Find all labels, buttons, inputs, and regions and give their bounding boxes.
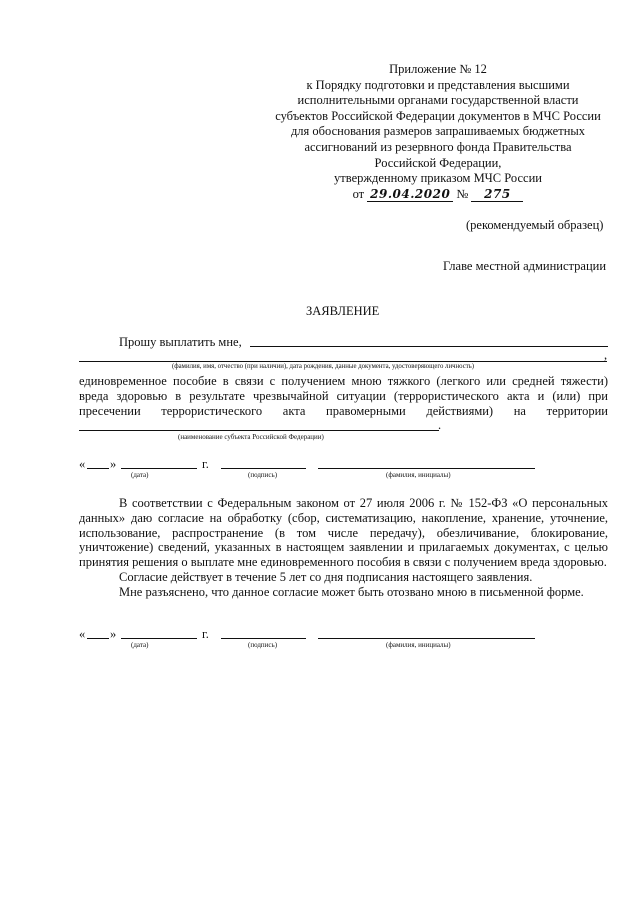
number-prefix: № [456, 186, 469, 201]
appendix-header [268, 62, 608, 202]
appendix-line: Приложение № 12 [389, 62, 487, 76]
name-initials-field-line[interactable] [318, 638, 535, 639]
region-field-line[interactable] [79, 430, 439, 431]
recommended-sample-note: (рекомендуемый образец) [466, 218, 604, 232]
year-suffix: г. [202, 627, 209, 641]
caption-name: (фамилия, инициалы) [386, 471, 451, 479]
month-field-line[interactable] [121, 638, 197, 639]
caption-person: (фамилия, имя, отчество (при наличии), дата рождения, данные документа, удостоверяющего личность) [172, 363, 475, 370]
consent-paragraph-2: Согласие действует в течение 5 лет со дня подписания настоящего заявления. [119, 569, 533, 584]
caption-date: (дата) [131, 471, 149, 479]
order-number-handwritten: 275 [471, 188, 523, 202]
applicant-details-field-line[interactable] [79, 361, 607, 362]
appendix-line: для обоснования размеров запрашиваемых бюджетных [290, 124, 586, 139]
appendix-line: утвержденному приказом МЧС России [334, 171, 542, 186]
caption-region: (наименование субъекта Российской Федерации) [178, 433, 324, 441]
appendix-line: исполнительными органами государственной власти [297, 93, 579, 108]
appendix-line: к Порядку подготовки и представления высшими [306, 77, 570, 92]
comma: , [604, 348, 608, 362]
consent-paragraph-1: В соответствии с Федеральным законом от 27 июля 2006 г. № 152-ФЗ «О персональных данных» даю согласие на обработку (сбор, систематизацию, накопление, хранение, уточнение, использование, распространение (в том числе передачу), обезличивание, блокирование, уничтожение) сведений, указанных в настоящем заявлении и прилагаемых документах, с целью принятия решения о выплате мне единовременного пособия в связи с получением вреда здоровью. [79, 496, 608, 570]
day-field-line[interactable] [87, 638, 109, 639]
appendix-line: субъектов Российской Федерации документов в МЧС России [275, 108, 601, 123]
order-date-handwritten: 29.04.2020 [367, 188, 453, 202]
signature-field-line[interactable] [221, 638, 306, 639]
appendix-line: Российской Федерации, [374, 155, 502, 170]
caption-date: (дата) [131, 641, 149, 649]
quote-open: « [79, 627, 86, 641]
quote-close: » [110, 627, 117, 641]
caption-name: (фамилия, инициалы) [386, 641, 451, 649]
day-field-line[interactable] [87, 468, 109, 469]
year-suffix: г. [202, 457, 209, 471]
request-line-1: единовременное пособие в связи с получением мною тяжкого (легкого или средней тяжести) [79, 374, 608, 388]
request-lead: Прошу выплатить мне, [119, 335, 242, 349]
quote-open: « [79, 457, 86, 471]
appendix-line: ассигнований из резервного фонда Правительства [304, 139, 572, 154]
addressee: Главе местной администрации [443, 259, 607, 273]
applicant-name-field-line[interactable] [250, 346, 608, 347]
quote-close: » [110, 457, 117, 471]
request-line-2: вреда здоровью в результате чрезвычайной ситуации (террористического акта и (или) при [79, 388, 608, 403]
date-prefix: от [352, 186, 365, 201]
signature-field-line[interactable] [221, 468, 306, 469]
month-field-line[interactable] [121, 468, 197, 469]
document-title: ЗАЯВЛЕНИЕ [306, 304, 380, 318]
request-body [79, 374, 608, 418]
consent-paragraph-3: Мне разъяснено, что данное согласие может быть отозвано мною в письменной форме. [119, 584, 584, 599]
order-date-number-line [268, 187, 608, 203]
name-initials-field-line[interactable] [318, 468, 535, 469]
period: . [438, 418, 442, 432]
caption-signature: (подпись) [248, 641, 278, 649]
request-line-3: пресечении террористического акта правомерными действиями) на территории [79, 403, 608, 418]
caption-signature: (подпись) [248, 471, 278, 479]
consent-section [79, 496, 608, 600]
